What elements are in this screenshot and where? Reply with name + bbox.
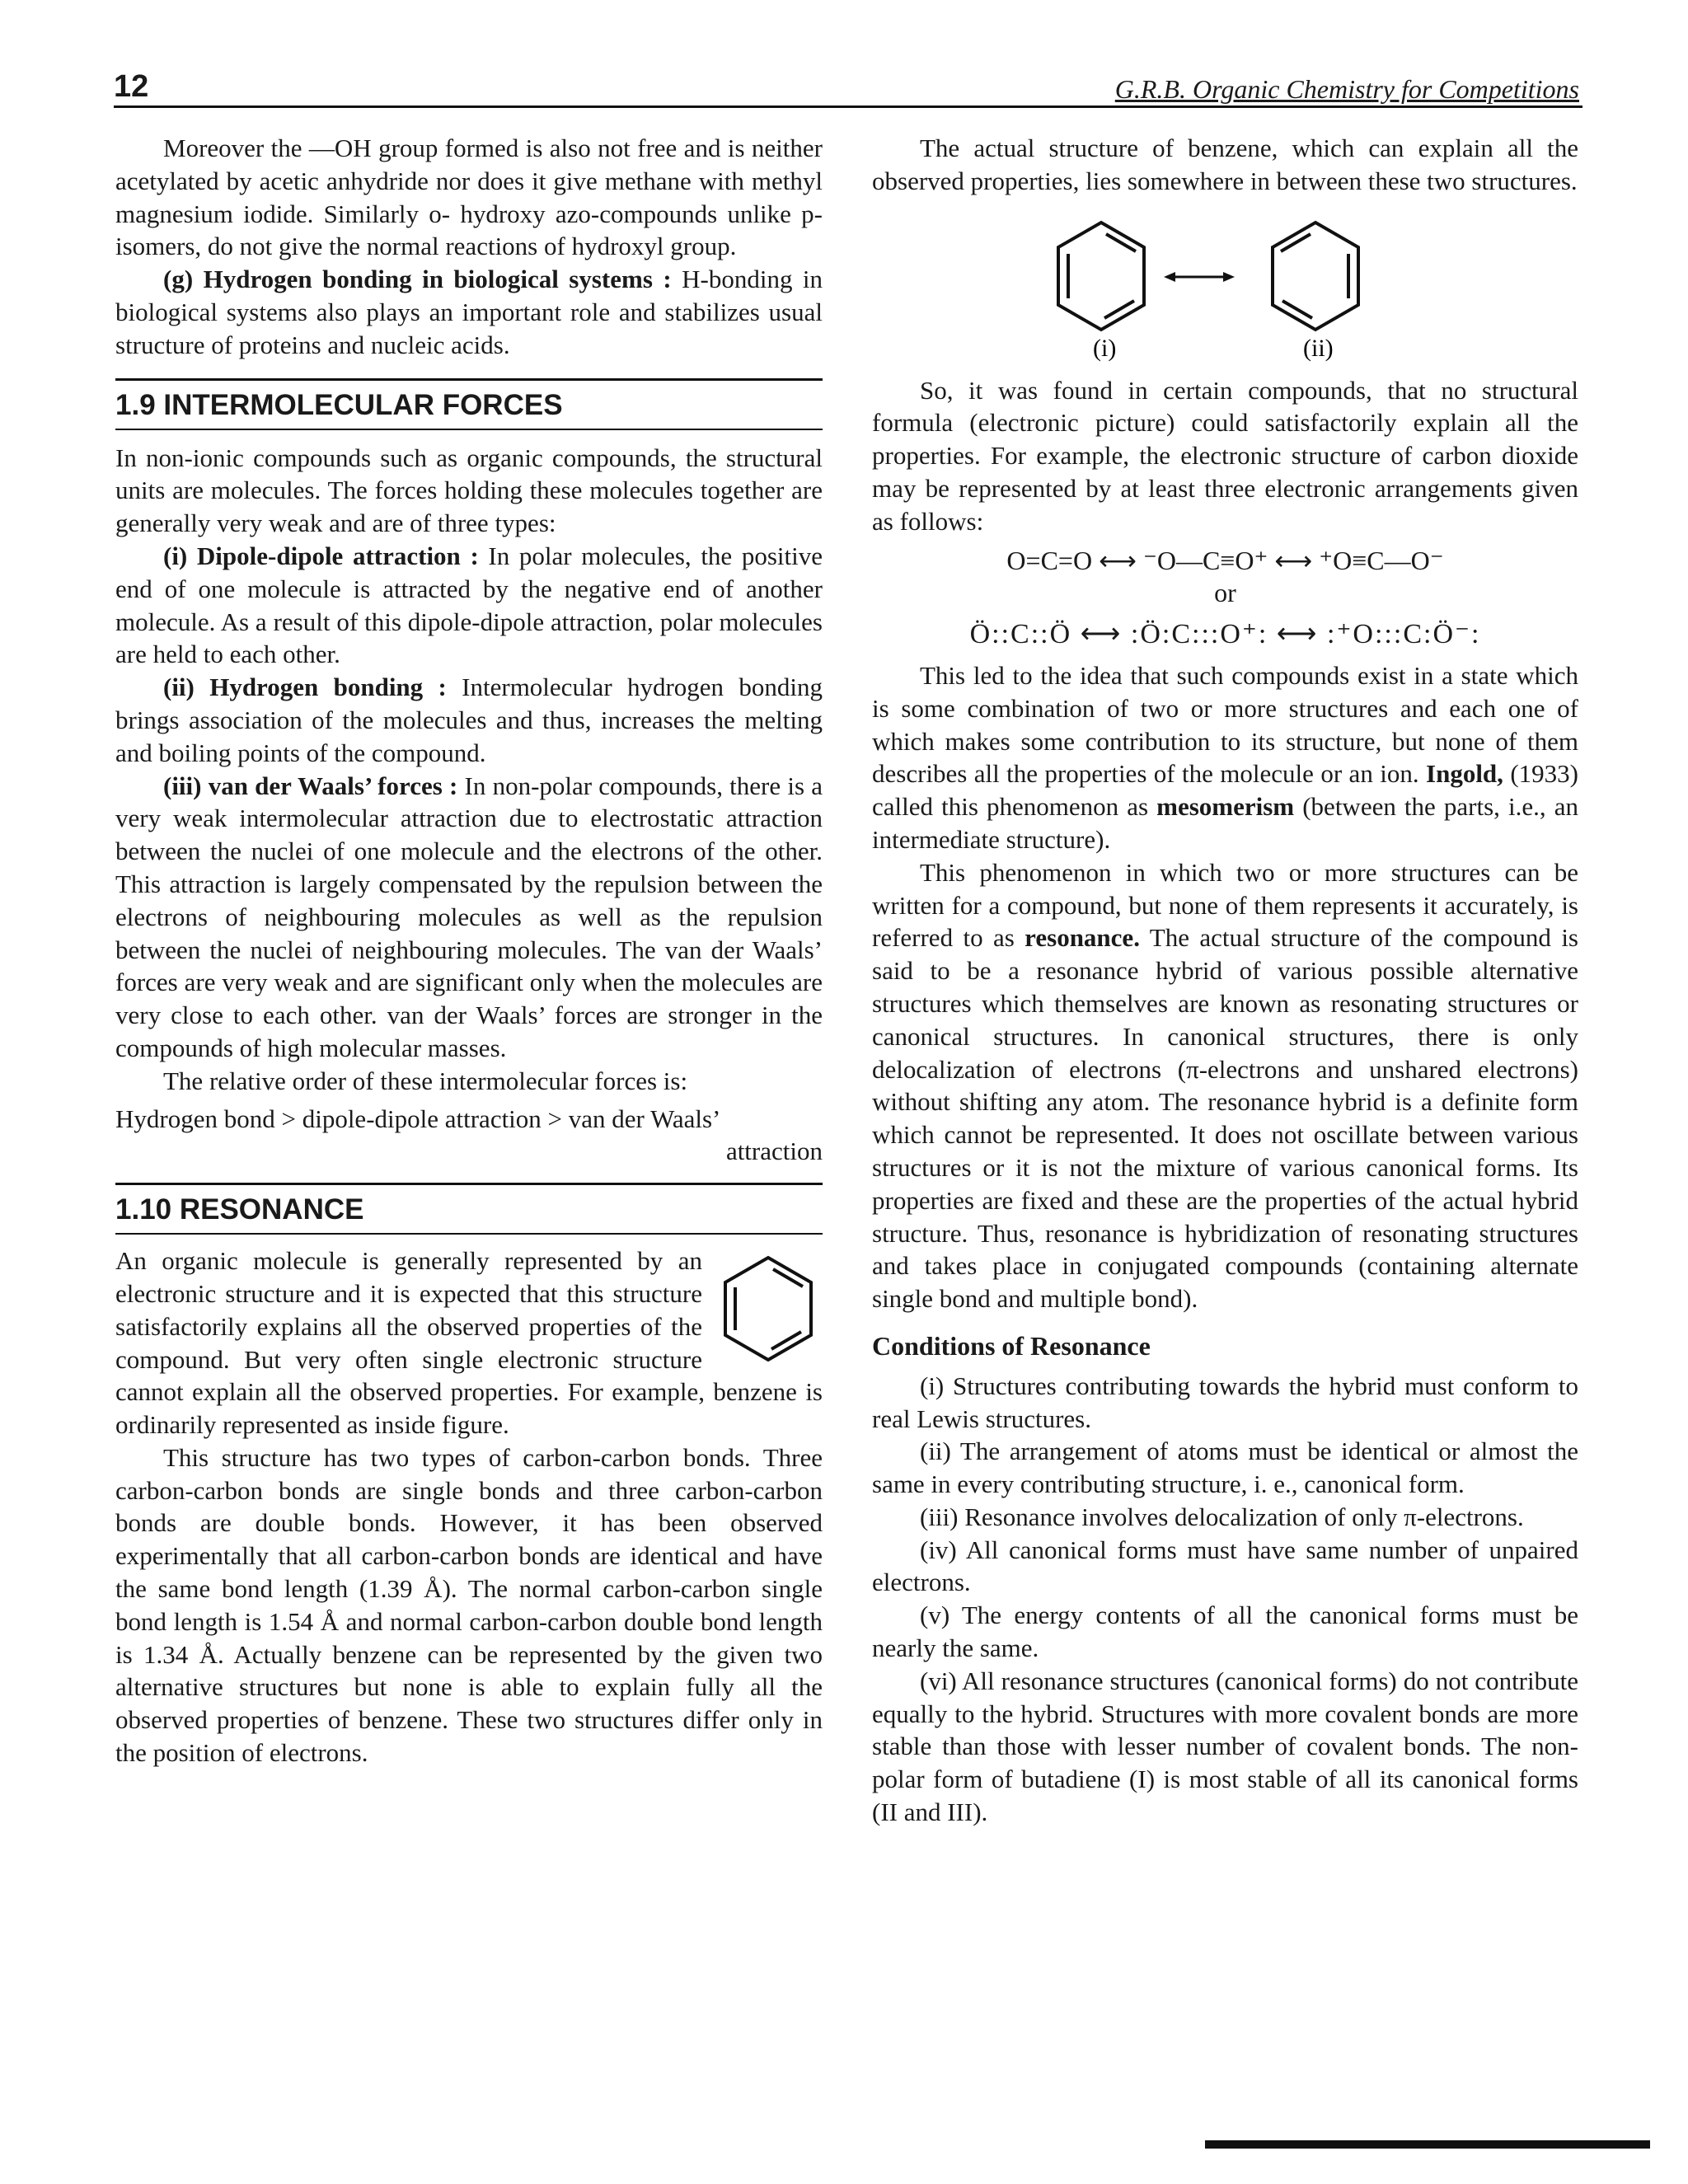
condition-1: (i) Structures contributing towards the hybrid must conform to real Lewis structures. bbox=[872, 1371, 1578, 1433]
section-title-intermolecular: 1.9 INTERMOLECULAR FORCES bbox=[115, 388, 563, 421]
label-dipole: (i) Dipole-dipole attraction : bbox=[163, 541, 479, 570]
paragraph-non-ionic: In non-ionic compounds such as organic compounds, the structural units are molecules. The forces holding these molecules together are generally very weak and are of three types: bbox=[115, 443, 823, 538]
paragraph-organic-molecule: An organic molecule is generally represented by an electronic structure and it is expected that this structure satisfactorily explains all the observed properties of the compound. But very often single electronic structure cannot explain all the observed properties. For example, benzene is ordinarily represented as inside figure. bbox=[115, 1246, 823, 1440]
paragraph-actual-structure: The actual structure of benzene, which can explain all the observed properties, lies somewhere in between these two structures. bbox=[872, 134, 1578, 195]
label-van-der-waals: (iii) van der Waals’ forces : bbox=[163, 771, 458, 800]
or-text: or bbox=[1214, 578, 1236, 608]
benzene-resonance-pair bbox=[872, 198, 1578, 363]
text-resonance-b: The actual structure of the compound is said to be a resonance hybrid of various possible alternative structures which themselves are known as resonating structures or canonical structures. In canonical structures, there is only delocalization of electrons (π-electrons and unshared electrons) without shifting any atom. The resonance hybrid is a definite form which cannot be represented. It does not oscillate between various structures or it is not the mixture of various canonical forms. Its properties are fixed and these are the properties of the actual hybrid structure. Thus, resonance is hybridization of resonating structures and takes place in conjugated compounds (containing alternate single bond and multiple bond). bbox=[872, 923, 1578, 1314]
paragraph-biological-hbonding bbox=[115, 263, 823, 361]
order-line: Hydrogen bond > dipole-dipole attraction > van der Waals’ bbox=[115, 1104, 721, 1133]
text-hbonding: Intermolecular hydrogen bonding brings association of the molecules and thus, increases the melting and boiling points of the compound. bbox=[115, 673, 823, 767]
paragraph-mesomerism bbox=[872, 659, 1578, 856]
text-mesomerism-a: This led to the idea that such compounds exist in a state which is some combination of two or more structures and each one of which makes some contribution to its structure, but none of them describes all the properties of the molecule or an ion. bbox=[872, 660, 1578, 789]
conditions-title: Conditions of Resonance bbox=[872, 1330, 1151, 1361]
paragraph-relative-order: The relative order of these intermolecular forces is: bbox=[163, 1066, 688, 1095]
section-title-resonance: 1.10 RESONANCE bbox=[115, 1193, 364, 1226]
text-resonance-a: This phenomenon in which two or more structures can be written for a compound, but none of them represents it accurately, is referred to as bbox=[872, 857, 1578, 953]
right-column bbox=[872, 132, 1578, 1829]
left-column bbox=[115, 132, 823, 1769]
paragraph-cc-bonds: This structure has two types of carbon-carbon bonds. Three carbon-carbon bonds are single bonds and three carbon-carbon bonds are double bonds. However, it has been observed experimentally that all carbon-carbon bonds are identical and have the same bond length (1.39 Å). The normal carbon-carbon single bond length is 1.54 Å and normal carbon-carbon double bond length is 1.34 Å. Actually benzene can be represented by the given two alternative structures but none is able to explain fully all the observed properties of benzene. These two structures differ only in the position of electrons. bbox=[115, 1442, 823, 1768]
paragraph-resonance-definition bbox=[872, 856, 1578, 1315]
label-hbonding: (ii) Hydrogen bonding : bbox=[163, 673, 447, 702]
label-structure-ii: (ii) bbox=[1303, 334, 1334, 362]
text-mesomerism-b: (1933) called this phenomenon as bbox=[872, 759, 1578, 822]
paragraph-van-der-waals bbox=[115, 770, 823, 1065]
text-dipole: In polar molecules, the positive end of one molecule is attracted by the negative end of another molecule. As a result of this dipole-dipole attraction, polar molecules are held to each other. bbox=[115, 541, 823, 669]
text-mesomerism-term: mesomerism bbox=[1156, 792, 1295, 822]
condition-4: (iv) All canonical forms must have same number of unpaired electrons. bbox=[872, 1535, 1578, 1597]
text-ingold: Ingold, bbox=[1426, 759, 1503, 789]
label-structure-i: (i) bbox=[1093, 334, 1117, 362]
footer-rule bbox=[1205, 2140, 1650, 2149]
paragraph-carbon-dioxide: So, it was found in certain compounds, that no structural formula (electronic picture) could satisfactorily explain all the properties. For example, the electronic structure of carbon dioxide may be represented by at least three electronic arrangements given as follows: bbox=[872, 375, 1578, 536]
condition-3: (iii) Resonance involves delocalization of only π-electrons. bbox=[920, 1502, 1524, 1531]
paragraph-dipole bbox=[115, 540, 823, 671]
text-biological-systems: H-bonding in biological systems also plays an important role and stabilizes usual structure of proteins and nucleic acids. bbox=[115, 265, 823, 359]
benzene-resonance-icon bbox=[872, 198, 1578, 363]
condition-6: (vi) All resonance structures (canonical forms) do not contribute equally to the hybrid. Structures with more covalent bonds are more stable than those with lesser number of covalent bonds. The non-polar form of butadiene (I) is most stable of all its canonical forms (II and III). bbox=[872, 1666, 1578, 1827]
order-line-end: attraction bbox=[725, 1137, 823, 1166]
paragraph-hbonding bbox=[115, 671, 823, 769]
text-resonance-term: resonance. bbox=[1025, 923, 1140, 953]
co2-structures: O=C=O ⟷ ⁻O—C≡O⁺ ⟷ ⁺O≡C—O⁻ bbox=[1006, 545, 1444, 575]
co2-electron-dot-structures: Ö::C::Ö ⟷ :Ö:C:::O⁺: ⟷ :⁺O:::C:Ö⁻: bbox=[969, 619, 1481, 650]
book-title: G.R.B. Organic Chemistry for Competitions bbox=[1114, 74, 1579, 104]
text-van-der-waals: In non-polar compounds, there is a very weak intermolecular attraction due to electrostatic attraction between the nuclei of one molecule and the electrons of the other. This attraction is largely compensated by the repulsion between the electrons of neighbouring molecules as well as the repulsion between the nuclei of neighbouring molecules. The van der Waals’ forces are very weak and are significant only when the molecules are very close to each other. van der Waals’ forces are stronger in the compounds of high molecular masses. bbox=[115, 771, 823, 1062]
label-biological-systems: (g) Hydrogen bonding in biological systems : bbox=[163, 265, 672, 294]
page-number: 12 bbox=[114, 69, 149, 104]
text-mesomerism-c: (between the parts, i.e., an intermediate structure). bbox=[872, 792, 1578, 854]
condition-2: (ii) The arrangement of atoms must be identical or almost the same in every contributing structure, i. e., canonical form. bbox=[872, 1436, 1578, 1499]
header-rule bbox=[114, 105, 1582, 108]
benzene-structure-icon bbox=[719, 1253, 818, 1368]
condition-5: (v) The energy contents of all the canonical forms must be nearly the same. bbox=[872, 1601, 1578, 1663]
paragraph-oh-group: Moreover the —OH group formed is also not free and is neither acetylated by acetic anhydride nor does it give methane with methyl magnesium iodide. Similarly o- hydroxy azo-compounds unlike p-isomers, do not give the normal reactions of hydroxyl group. bbox=[115, 134, 823, 261]
